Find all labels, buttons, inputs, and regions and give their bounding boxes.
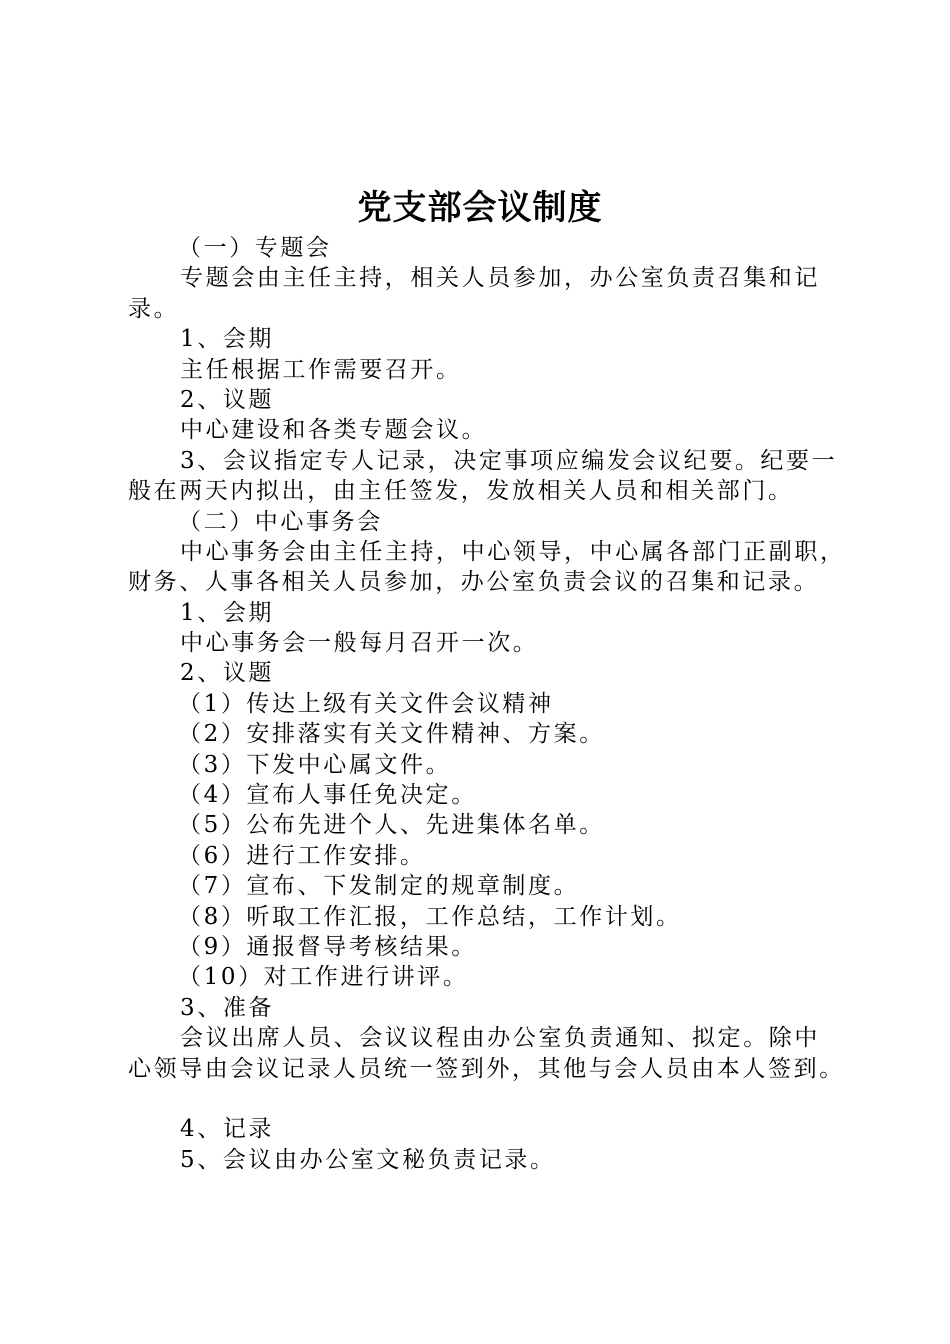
list-item: （1）传达上级有关文件会议精神 bbox=[178, 690, 554, 717]
paragraph-line: 中心建设和各类专题会议。 bbox=[180, 417, 488, 444]
paragraph-line: 般在两天内拟出，由主任签发，发放相关人员和相关部门。 bbox=[128, 478, 794, 505]
paragraph-line: 中心事务会一般每月召开一次。 bbox=[180, 630, 539, 657]
list-item: （4）宣布人事任免决定。 bbox=[178, 782, 477, 809]
list-item: （2）安排落实有关文件精神、方案。 bbox=[178, 721, 605, 748]
section-heading: （一）专题会 bbox=[178, 235, 332, 261]
paragraph-line: 5、会议由办公室文秘负责记录。 bbox=[180, 1146, 556, 1173]
paragraph-line: 会议出席人员、会议议程由办公室负责通知、拟定。除中 bbox=[180, 1025, 820, 1052]
list-item: （7）宣布、下发制定的规章制度。 bbox=[178, 873, 580, 900]
paragraph-line: 录。 bbox=[128, 295, 180, 322]
item-heading: 3、准备 bbox=[180, 994, 275, 1021]
section-heading: （二）中心事务会 bbox=[178, 508, 383, 535]
paragraph-line: 财务、人事各相关人员参加，办公室负责会议的召集和记录。 bbox=[128, 569, 820, 596]
list-item: （6）进行工作安排。 bbox=[178, 842, 426, 869]
list-item: （5）公布先进个人、先进集体名单。 bbox=[178, 812, 605, 839]
item-heading: 1、会期 bbox=[180, 599, 275, 626]
paragraph-line: 心领导由会议记录人员统一签到外，其他与会人员由本人签到。 bbox=[128, 1055, 845, 1082]
paragraph-line: 3、会议指定专人记录，决定事项应编发会议纪要。纪要一 bbox=[180, 447, 838, 474]
list-item: （10）对工作进行讲评。 bbox=[178, 964, 469, 991]
paragraph-line: 中心事务会由主任主持，中心领导，中心属各部门正副职， bbox=[180, 538, 846, 565]
list-item: （9）通报督导考核结果。 bbox=[178, 933, 477, 960]
item-heading: 2、议题 bbox=[180, 660, 275, 687]
paragraph-line: 专题会由主任主持，相关人员参加，办公室负责召集和记 bbox=[180, 265, 820, 292]
item-heading: 4、记录 bbox=[180, 1116, 275, 1143]
list-item: （8）听取工作汇报，工作总结，工作计划。 bbox=[178, 903, 682, 930]
document-title: 党支部会议制度 bbox=[357, 188, 603, 228]
paragraph-line: 主任根据工作需要召开。 bbox=[180, 356, 462, 383]
document-body bbox=[128, 233, 848, 1175]
item-heading: 1、会期 bbox=[180, 326, 275, 353]
list-item: （3）下发中心属文件。 bbox=[178, 751, 452, 778]
blank-line bbox=[128, 1084, 848, 1114]
item-heading: 2、议题 bbox=[180, 386, 275, 413]
